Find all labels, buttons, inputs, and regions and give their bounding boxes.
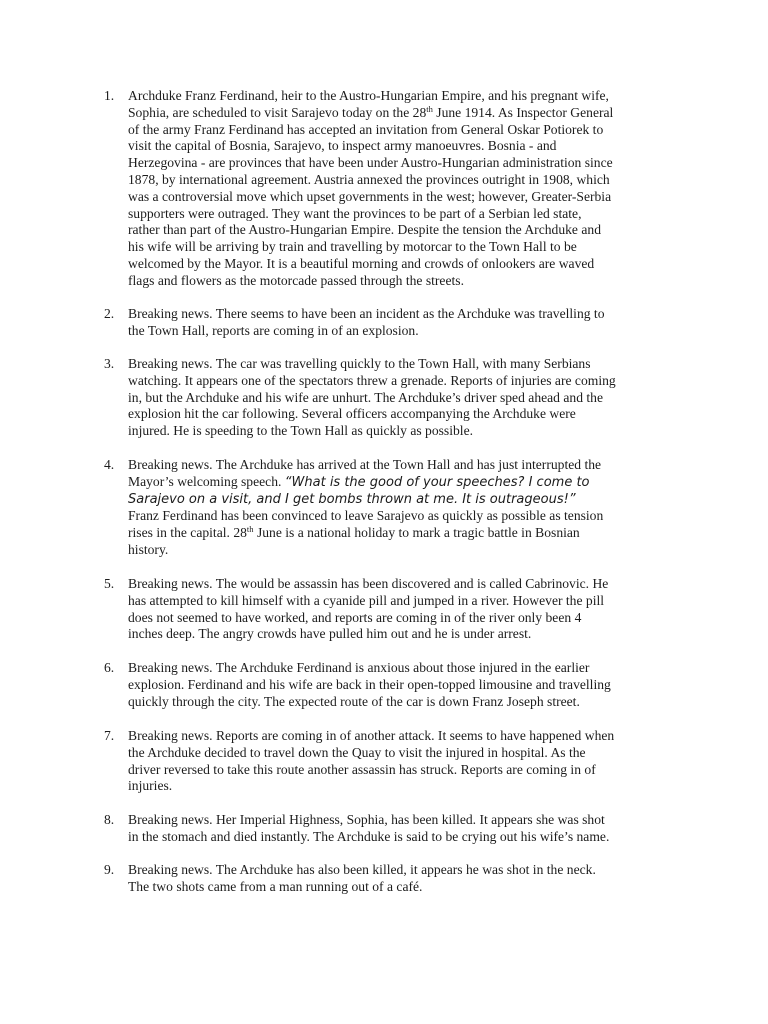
text-line: visit the capital of Bosnia, Sarajevo, to inspect army manoeuvres. Bosnia - and [128, 138, 557, 154]
list-number: 6. [104, 660, 115, 675]
text-line: welcomed by the Mayor. It is a beautiful morning and crowds of onlookers are waved [128, 255, 595, 271]
list-item [96, 812, 696, 846]
text-line: supporters were outraged. They want the provinces to be part of a Serbian led state, [128, 205, 582, 221]
text-line: in the stomach and died instantly. The Archduke is said to be crying out his wife’s name. [128, 828, 610, 844]
text-line: history. [128, 541, 169, 557]
text-line: rather than part of the Austro-Hungarian Empire. Despite the tension the Archduke and [128, 222, 601, 238]
list-number: 1. [104, 88, 115, 103]
list-item [96, 576, 696, 643]
text-line: 1878, by international agreement. Austria annexed the provinces outright in 1908, which [128, 171, 610, 187]
list-item-text [128, 88, 688, 290]
ordinal-suffix: th [426, 103, 433, 114]
text-line: the Archduke decided to travel down the Quay to visit the injured in hospital. As the [128, 744, 586, 760]
text-line: inches deep. The angry crowds have pulled him out and he is under arrest. [128, 626, 532, 642]
list-item [96, 457, 696, 559]
list-item-text [128, 660, 688, 710]
text-line: Herzegovina - are provinces that have been under Austro-Hungarian administration since [128, 155, 613, 171]
list-item [96, 356, 696, 440]
quote-text: Sarajevo on a visit, and I get bombs thrown at me. It is outrageous!” [128, 491, 576, 507]
text-line: Breaking news. Reports are coming in of another attack. It seems to have happened when [128, 728, 615, 743]
list-number: 9. [104, 862, 115, 877]
text-line: explosion hit the car following. Several officers accompanying the Archduke were [128, 406, 576, 422]
text-line: the Town Hall, reports are coming in of an explosion. [128, 322, 419, 338]
quote-text: “What is the good of your speeches? I come to [284, 474, 590, 490]
text-line: watching. It appears one of the spectators threw a grenade. Reports of injuries are coming [128, 372, 616, 388]
text-line: Breaking news. The Archduke has arrived at the Town Hall and has just interrupted the [128, 457, 602, 472]
list-item [96, 660, 696, 710]
list-item [96, 306, 696, 340]
text-line: flags and flowers as the motorcade passed through the streets. [128, 272, 464, 288]
list-number: 4. [104, 457, 115, 472]
text-line: explosion. Ferdinand and his wife are back in their open-topped limousine and travelling [128, 676, 611, 692]
list-number: 7. [104, 728, 115, 743]
text-line: Mayor’s welcoming speech. “What is the good of your speeches? I come to [128, 473, 590, 490]
text-line: his wife will be arriving by train and travelling by motorcar to the Town Hall to be [128, 239, 577, 255]
text-line: in, but the Archduke and his wife are unhurt. The Archduke’s driver sped ahead and the [128, 389, 604, 405]
text-line: Breaking news. There seems to have been an incident as the Archduke was travelling to [128, 306, 605, 321]
text-line: was a controversial move which upset governments in the west; however, Greater-Serbia [128, 188, 612, 204]
text-line: The two shots came from a man running out of a café. [128, 878, 423, 894]
list-item [96, 88, 696, 290]
list-item-text [128, 812, 688, 846]
text-line: driver reversed to take this route another assassin has struck. Reports are coming in of [128, 761, 596, 777]
list-number: 8. [104, 812, 115, 827]
text-line: Archduke Franz Ferdinand, heir to the Austro-Hungarian Empire, and his pregnant wife, [128, 88, 609, 103]
text-line: rises in the capital. 28th June is a national holiday to mark a tragic battle in Bosnian [128, 524, 580, 541]
text-line: Breaking news. Her Imperial Highness, Sophia, has been killed. It appears she was shot [128, 812, 605, 827]
ordinal-suffix: th [246, 524, 254, 535]
list-item-text [128, 576, 688, 643]
list-number: 5. [104, 576, 115, 591]
list-item-text [128, 306, 688, 340]
list-number: 3. [104, 356, 115, 371]
text-line: quickly through the city. The expected route of the car is down Franz Joseph street. [128, 693, 580, 709]
text-line: does not seemed to have worked, and reports are coming in of the river only been 4 [128, 609, 582, 625]
list-item-text [128, 862, 688, 896]
list-item [96, 862, 696, 896]
text-line: injured. He is speeding to the Town Hall as quickly as possible. [128, 423, 474, 439]
text-line: Breaking news. The would be assassin has been discovered and is called Cabrinovic. He [128, 576, 609, 591]
text-line: of the army Franz Ferdinand has accepted an invitation from General Oskar Potiorek to [128, 121, 604, 137]
text-line: Breaking news. The Archduke Ferdinand is anxious about those injured in the earlier [128, 660, 590, 675]
list-item-text [128, 356, 688, 440]
list-item [96, 728, 696, 795]
text-line: injuries. [128, 778, 173, 794]
text-line: Breaking news. The Archduke has also been killed, it appears he was shot in the neck. [128, 862, 596, 877]
text-line: has attempted to kill himself with a cyanide pill and jumped in a river. However the pill [128, 592, 605, 608]
text-line: Sophia, are scheduled to visit Sarajevo today on the 28th June 1914. As Inspector General [128, 103, 614, 120]
text-line: Franz Ferdinand has been convinced to leave Sarajevo as quickly as possible as tension [128, 508, 604, 524]
list-item-text [128, 457, 688, 559]
list-number: 2. [104, 306, 115, 321]
text-line: Breaking news. The car was travelling quickly to the Town Hall, with many Serbians [128, 356, 591, 371]
list-item-text [128, 728, 688, 795]
